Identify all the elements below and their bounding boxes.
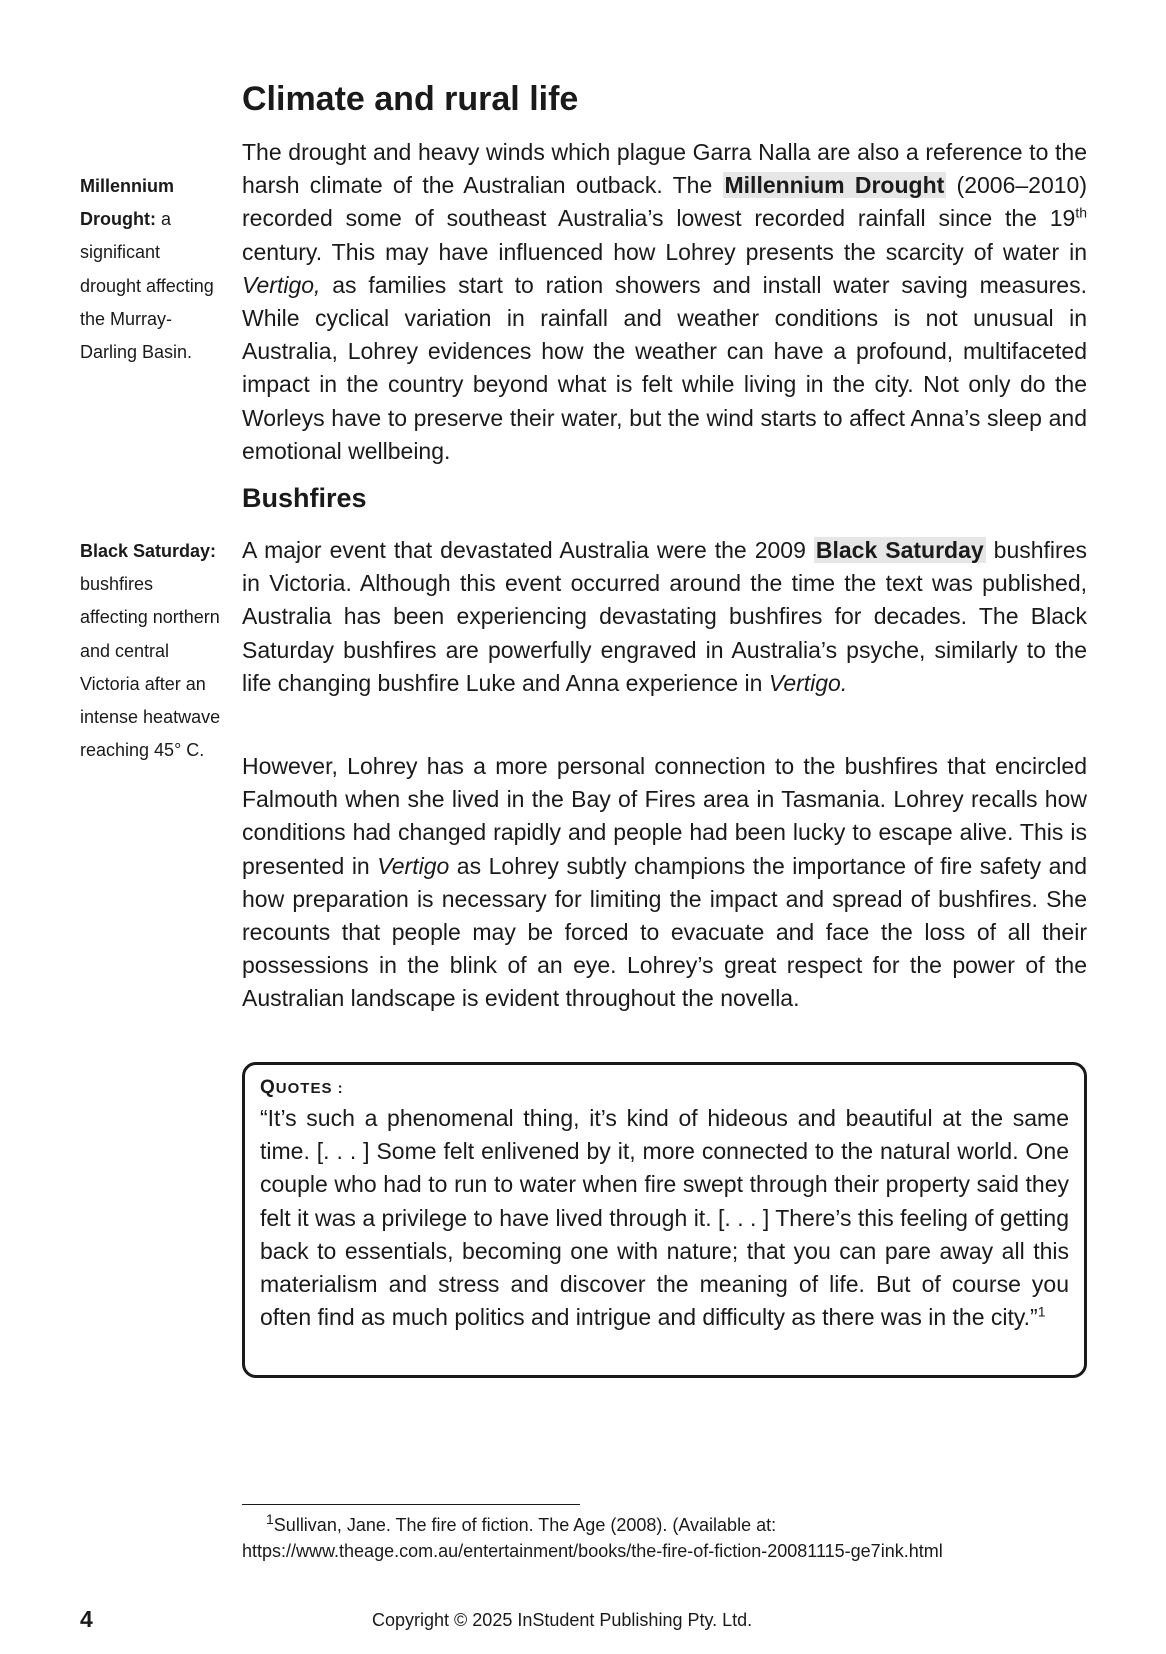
footnote (242, 1512, 1122, 1564)
text-run: bushfires in Victoria. Although this event occurred around the time the text was published, Australia has been experiencing devastating bushfires for decades. The Black Saturday bushfires are powerfully engraved in Australia’s psyche, similarly to the life changing bushfire Luke and Anna experience in (242, 537, 1087, 696)
term-millennium-drought: Millennium Drought (724, 172, 945, 199)
text-run: However, Lohrey has a more personal connection to the bushfires that encircled Falmouth when she lived in the Bay of Fires area in Tasmania. Lohrey recalls how conditions had changed rapidly and people had been lucky to escape alive. This is presented in (242, 753, 1087, 879)
sidenote-black-saturday (80, 535, 225, 767)
quote-text (260, 1102, 1069, 1334)
sidenote-term: Millennium Drought: (80, 176, 174, 230)
sidenote-term: Black Saturday: (80, 541, 217, 561)
text-run: (2006–2010) recorded some of southeast Australia’s lowest recorded rainfall since the 19 (242, 172, 1087, 232)
section-heading-climate: Climate and rural life (242, 80, 579, 118)
copyright-notice: Copyright © 2025 InStudent Publishing Pty. Ltd. (372, 1610, 753, 1630)
paragraph-bushfires-1 (242, 534, 1087, 700)
sidenote-text: bushfires affecting northern and central Victoria after an intense heatwave reaching 45° C. (80, 574, 221, 761)
text-run: The drought and heavy winds which plague Garra Nalla are also a reference to the harsh climate of the Australian outback. The (242, 139, 1087, 199)
text-run: A major event that devastated Australia were the 2009 (242, 537, 814, 563)
footnote-reference: 1 (1037, 1303, 1046, 1320)
footnote-line-1 (242, 1512, 1122, 1538)
text-run: as families start to ration showers and install water saving measures. While cyclical variation in rainfall and weather conditions is not unusual in Australia, Lohrey evidences how the weather can have a profound, multifaceted impact in the country beyond what is felt while living in the city. Not only do the Worleys have to preserve their water, but the wind starts to affect Anna’s sleep and emotional wellbeing. (242, 271, 1087, 464)
quote-label (260, 1077, 1069, 1099)
quote-label-rest: UOTES : (275, 1080, 344, 1097)
book-title-vertigo: Vertigo. (768, 669, 848, 696)
footnote-marker: 1 (266, 1511, 274, 1527)
footnote-citation: Sullivan, Jane. The fire of fiction. The Age (2008). (Available at: (273, 1515, 777, 1535)
footnote-divider (242, 1504, 580, 1505)
quote-label-initial: Q (260, 1077, 276, 1098)
sidenote-millennium-drought (80, 170, 225, 369)
page-number: 4 (80, 1606, 93, 1632)
sidenote-text: a significant drought affecting the Murray-Darling Basin. (80, 209, 214, 363)
term-black-saturday: Black Saturday (815, 537, 984, 563)
book-title-vertigo: Vertigo, (242, 271, 321, 298)
paragraph-bushfires-2 (242, 750, 1087, 1016)
text-run: century. This may have influenced how Lohrey presents the scarcity of water in (242, 238, 1087, 265)
superscript: th (1075, 204, 1087, 221)
quote-body: “It’s such a phenomenal thing, it’s kind of hideous and beautiful at the same time. [. . . ] Some felt enlivened by it, more connected to the natural world. One couple who had to run to water when fire swept through their property said they felt it was a privilege to have lived through it. [. . . ] There’s this feeling of getting back to essentials, becoming one with nature; that you can pare away all this materialism and stress and discover the meaning of life. But of course you often find as much politics and intrigue and difficulty as there was in the city.” (260, 1105, 1069, 1331)
section-heading-bushfires: Bushfires (242, 483, 367, 513)
quote-box (242, 1062, 1087, 1378)
paragraph-climate (242, 136, 1087, 468)
footnote-url[interactable]: https://www.theage.com.au/entertainment/books/the-fire-of-fiction-20081115-ge7ink.html (242, 1541, 943, 1561)
text-run: as Lohrey subtly champions the importance of fire safety and how preparation is necessary for limiting the impact and spread of bushfires. She recounts that people may be forced to evacuate and face the loss of all their possessions in the blink of an eye. Lohrey’s great respect for the power of the Australian landscape is evident throughout the novella. (242, 852, 1088, 1012)
book-title-vertigo: Vertigo (377, 852, 450, 879)
